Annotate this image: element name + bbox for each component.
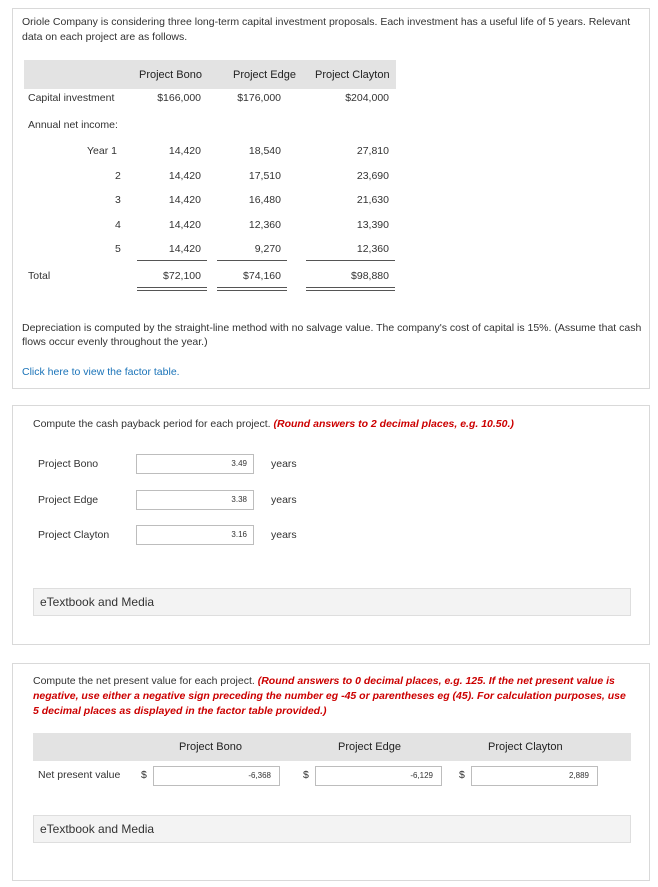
header-project-clayton: Project Clayton (315, 69, 390, 81)
problem-panel (12, 8, 650, 389)
payback-question-text: Compute the cash payback period for each project. (33, 418, 274, 430)
payback-input-edge[interactable]: 3.38 (136, 490, 254, 510)
year-4-label: 4 (115, 219, 121, 231)
npv-header-bono: Project Bono (179, 741, 242, 753)
depreciation-note: Depreciation is computed by the straight-line method with no salvage value. The company's cost of capital is 15%. (Assume that cash flows occur evenly throughout the year.) (22, 322, 642, 348)
year-1-label: Year 1 (87, 145, 117, 157)
npv-currency-clayton: $ (459, 769, 465, 781)
total-bono: $72,100 (163, 270, 201, 282)
total-clayton: $98,880 (351, 270, 389, 282)
npv-input-edge[interactable]: -6,129 (315, 766, 442, 786)
npv-panel (12, 663, 650, 881)
npv-instruction: (Round answers to 0 decimal places, e.g. 125. If the net present value is negative, use either a negative sign preceding the number eg -45 or parentheses eg (45). For calculation purposes, use 5 decimal places as displayed in the factor table provided.) (33, 675, 626, 717)
payback-input-clayton[interactable]: 3.16 (136, 525, 254, 545)
year-3-bono: 14,420 (168, 194, 201, 206)
payback-unit-clayton: years (271, 529, 297, 541)
year-3-clayton: 21,630 (356, 194, 389, 206)
factor-table-link[interactable]: Click here to view the factor table. (22, 366, 180, 378)
year-3-label: 3 (115, 194, 121, 206)
capital-investment-label: Capital investment (28, 92, 115, 104)
subtotal-rule-edge (217, 260, 287, 261)
payback-instruction: (Round answers to 2 decimal places, e.g. 10.50.) (273, 418, 514, 430)
payback-label-clayton: Project Clayton (38, 529, 110, 541)
year-2-bono: 14,420 (168, 170, 201, 182)
year-4-edge: 12,360 (248, 219, 281, 231)
npv-header-clayton: Project Clayton (488, 741, 563, 753)
total-double-rule-edge (217, 287, 287, 291)
payback-panel (12, 405, 650, 645)
problem-intro: Oriole Company is considering three long-term capital investment proposals. Each investment has a useful life of 5 years. Relevant data on each project are as follows. (22, 16, 631, 43)
payback-etextbook-bar[interactable]: eTextbook and Media (33, 588, 631, 616)
capital-clayton: $204,000 (345, 92, 389, 104)
total-edge: $74,160 (243, 270, 281, 282)
capital-bono: $166,000 (157, 92, 201, 104)
payback-question (33, 418, 514, 430)
year-5-bono: 14,420 (168, 243, 201, 255)
year-5-edge: 9,270 (254, 243, 281, 255)
npv-currency-bono: $ (141, 769, 147, 781)
year-2-clayton: 23,690 (356, 170, 389, 182)
header-project-edge: Project Edge (233, 69, 296, 81)
year-1-clayton: 27,810 (356, 145, 389, 157)
year-4-clayton: 13,390 (356, 219, 389, 231)
payback-label-bono: Project Bono (38, 458, 99, 470)
npv-header-edge: Project Edge (338, 741, 401, 753)
subtotal-rule-clayton (306, 260, 395, 261)
npv-question (33, 674, 633, 719)
npv-input-bono[interactable]: -6,368 (153, 766, 280, 786)
subtotal-rule-bono (137, 260, 207, 261)
year-4-bono: 14,420 (168, 219, 201, 231)
year-1-bono: 14,420 (168, 145, 201, 157)
npv-row-label: Net present value (38, 769, 121, 781)
total-double-rule-bono (137, 287, 207, 291)
year-2-label: 2 (115, 170, 121, 182)
year-1-edge: 18,540 (248, 145, 281, 157)
payback-unit-edge: years (271, 494, 297, 506)
total-double-rule-clayton (306, 287, 395, 291)
total-label: Total (28, 270, 51, 282)
year-2-edge: 17,510 (248, 170, 281, 182)
npv-currency-edge: $ (303, 769, 309, 781)
payback-unit-bono: years (271, 458, 297, 470)
npv-input-clayton[interactable]: 2,889 (471, 766, 598, 786)
annual-net-income-label: Annual net income: (28, 119, 118, 131)
npv-etextbook-bar[interactable]: eTextbook and Media (33, 815, 631, 843)
year-5-label: 5 (115, 243, 121, 255)
npv-question-text: Compute the net present value for each project. (33, 675, 258, 687)
payback-input-bono[interactable]: 3.49 (136, 454, 254, 474)
year-5-clayton: 12,360 (356, 243, 389, 255)
payback-label-edge: Project Edge (38, 494, 99, 506)
year-3-edge: 16,480 (248, 194, 281, 206)
header-project-bono: Project Bono (139, 69, 202, 81)
capital-edge: $176,000 (237, 92, 281, 104)
